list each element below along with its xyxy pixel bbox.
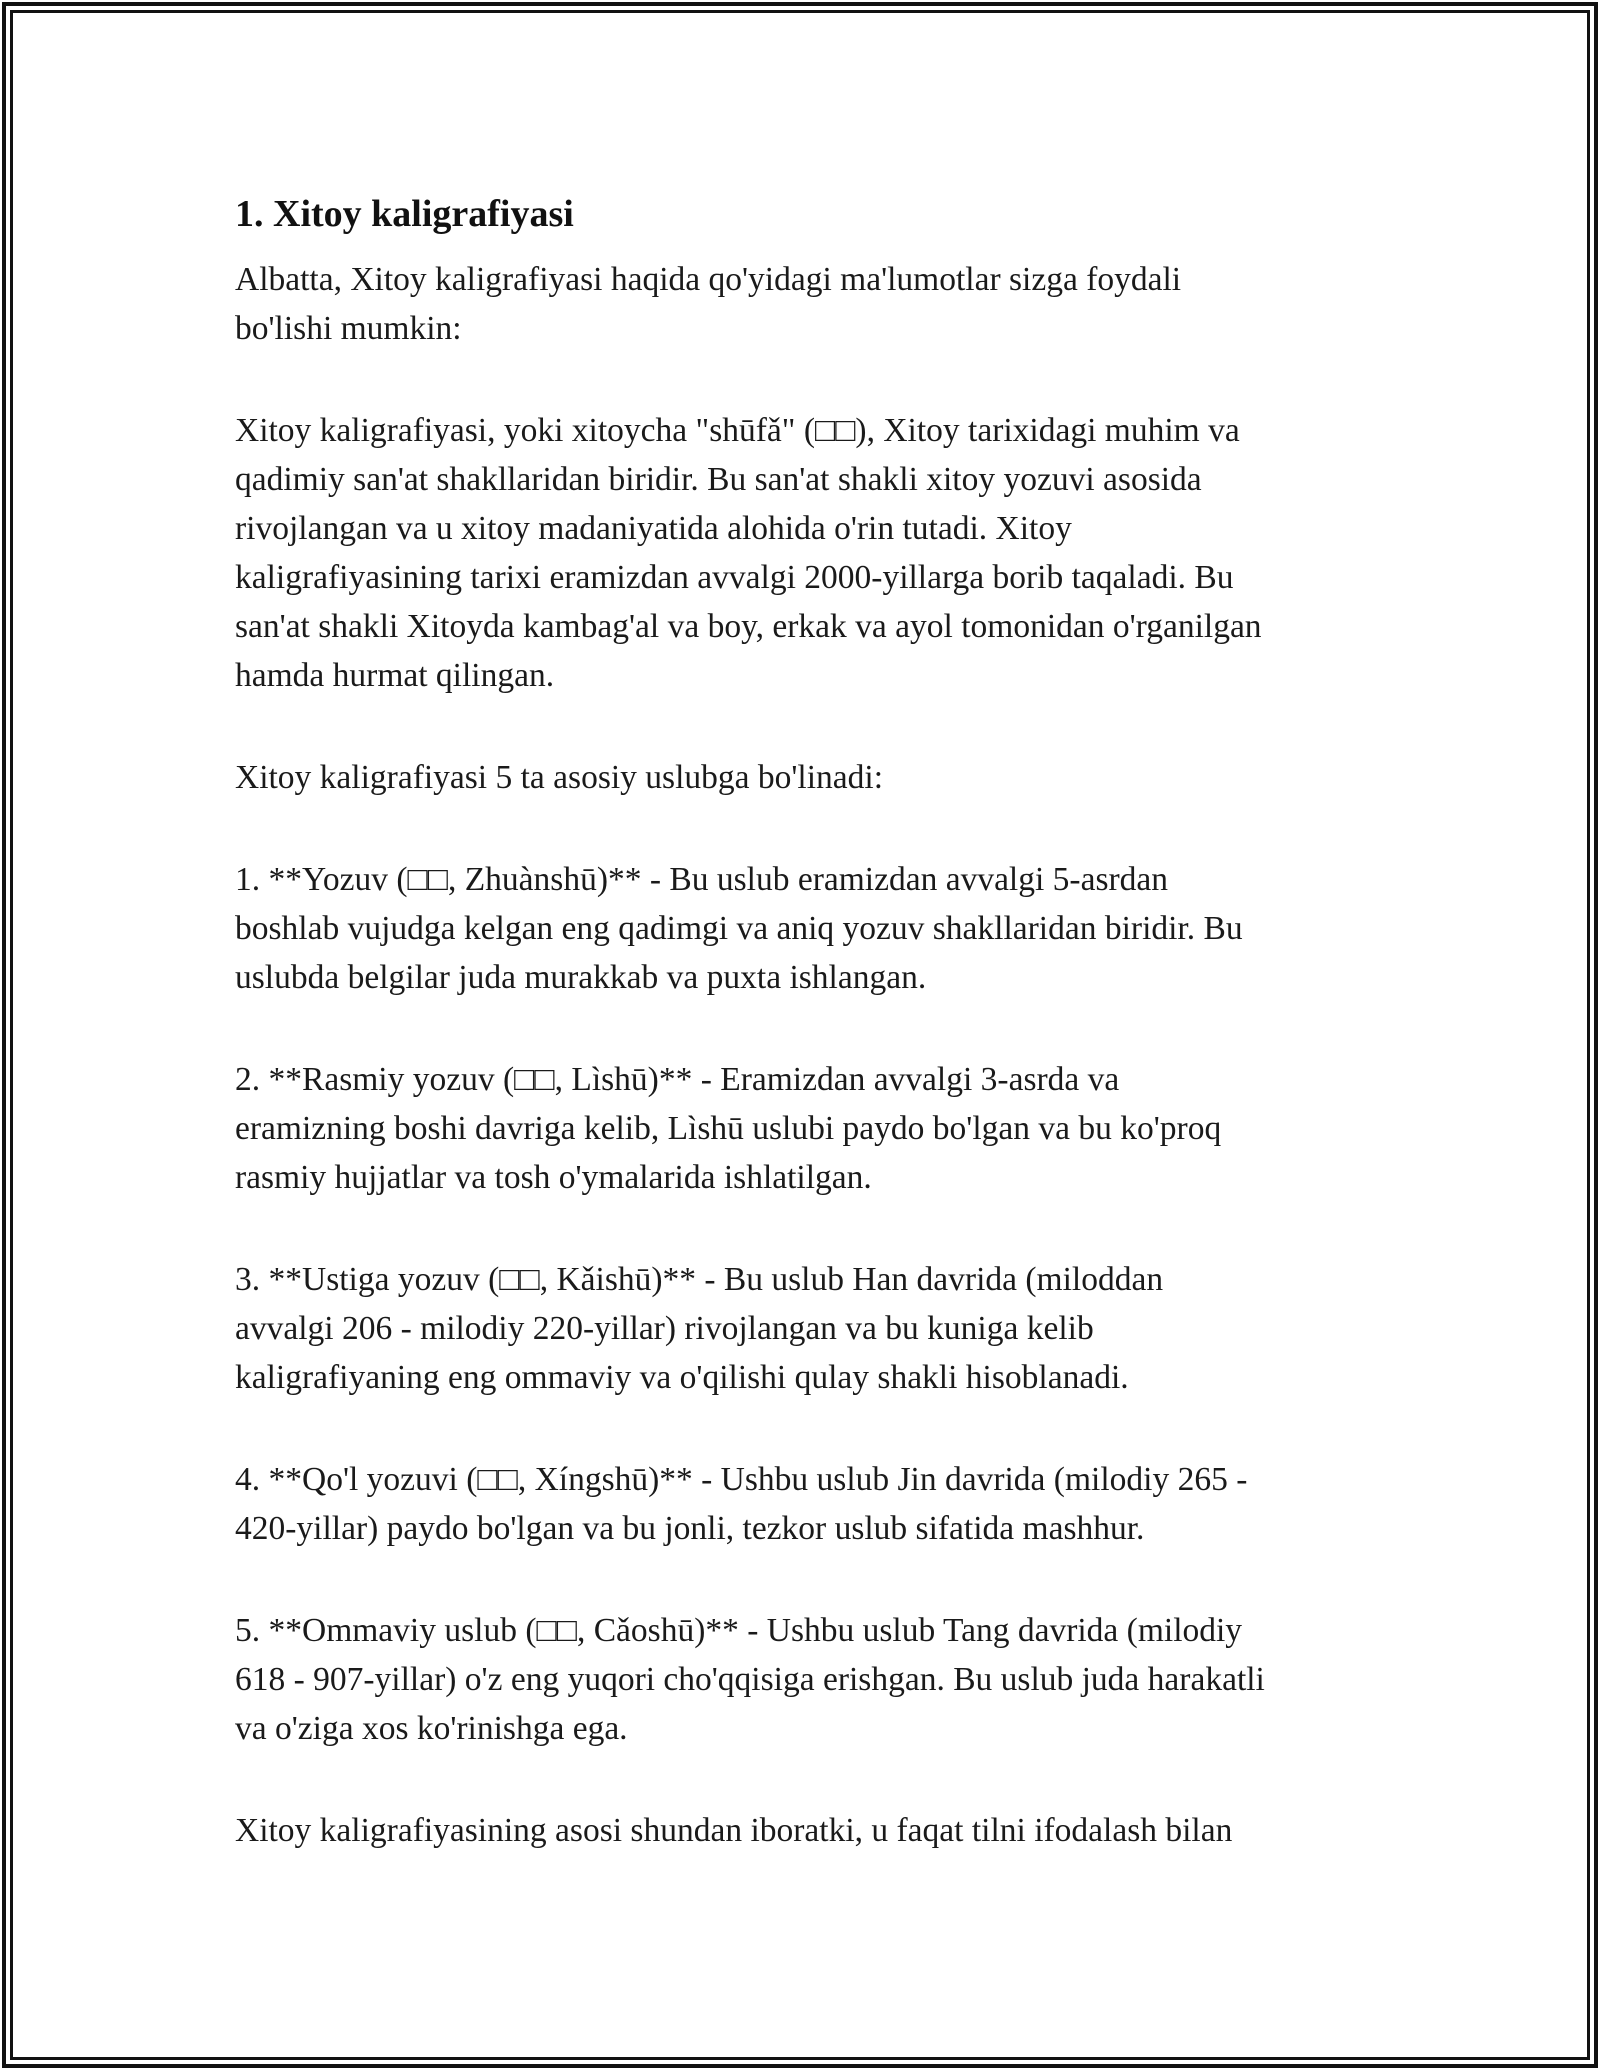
document-body bbox=[235, 185, 1375, 1908]
styles-intro-paragraph: Xitoy kaligrafiyasi 5 ta asosiy uslubga bo'linadi: bbox=[235, 759, 884, 796]
intro-paragraph: Albatta, Xitoy kaligrafiyasi haqida qo'yidagi ma'lumotlar sizga foydali bo'lishi mumkin: bbox=[235, 261, 1182, 347]
history-paragraph: Xitoy kaligrafiyasi, yoki xitoycha "shūfǎ" (□□), Xitoy tarixidagi muhim va qadimiy san'at shakllaridan biridir. Bu san'at shakli xitoy yozuvi asosida rivojlangan va u xitoy madaniyatida alohida o'rin tutadi. Xitoy kaligrafiyasining tarixi eramizdan avvalgi 2000-yillarga borib taqaladi. Bu san'at shakli Xitoyda kambag'al va boy, erkak va ayol tomonidan o'rganilgan hamda hurmat qilingan. bbox=[235, 412, 1262, 694]
style-item-2: 2. **Rasmiy yozuv (□□, Lìshū)** - Eramizdan avvalgi 3-asrda va eramizning boshi davriga kelib, Lìshū uslubi paydo bo'lgan va bu ko'proq rasmiy hujjatlar va tosh o'ymalarida ishlatilgan. bbox=[235, 1061, 1222, 1196]
style-item-1: 1. **Yozuv (□□, Zhuànshū)** - Bu uslub eramizdan avvalgi 5-asrdan boshlab vujudga kelgan eng qadimgi va aniq yozuv shakllaridan biridir. Bu uslubda belgilar juda murakkab va puxta ishlangan. bbox=[235, 861, 1243, 996]
section-heading: 1. Xitoy kaligrafiyasi bbox=[235, 193, 574, 235]
style-item-3: 3. **Ustiga yozuv (□□, Kǎishū)** - Bu uslub Han davrida (miloddan avvalgi 206 - milodiy 220-yillar) rivojlangan va bu kuniga kelib kaligrafiyaning eng ommaviy va o'qilishi qulay shakli hisoblanadi. bbox=[235, 1261, 1164, 1396]
style-item-4: 4. **Qo'l yozuvi (□□, Xíngshū)** - Ushbu uslub Jin davrida (milodiy 265 - 420-yillar) paydo bo'lgan va bu jonli, tezkor uslub sifatida mashhur. bbox=[235, 1461, 1248, 1547]
closing-paragraph: Xitoy kaligrafiyasining asosi shundan iboratki, u faqat tilni ifodalash bilan bbox=[235, 1812, 1233, 1849]
style-item-5: 5. **Ommaviy uslub (□□, Cǎoshū)** - Ushbu uslub Tang davrida (milodiy 618 - 907-yillar) o'z eng yuqori cho'qqisiga erishgan. Bu uslub juda harakatli va o'ziga xos ko'rinishga ega. bbox=[235, 1612, 1265, 1747]
